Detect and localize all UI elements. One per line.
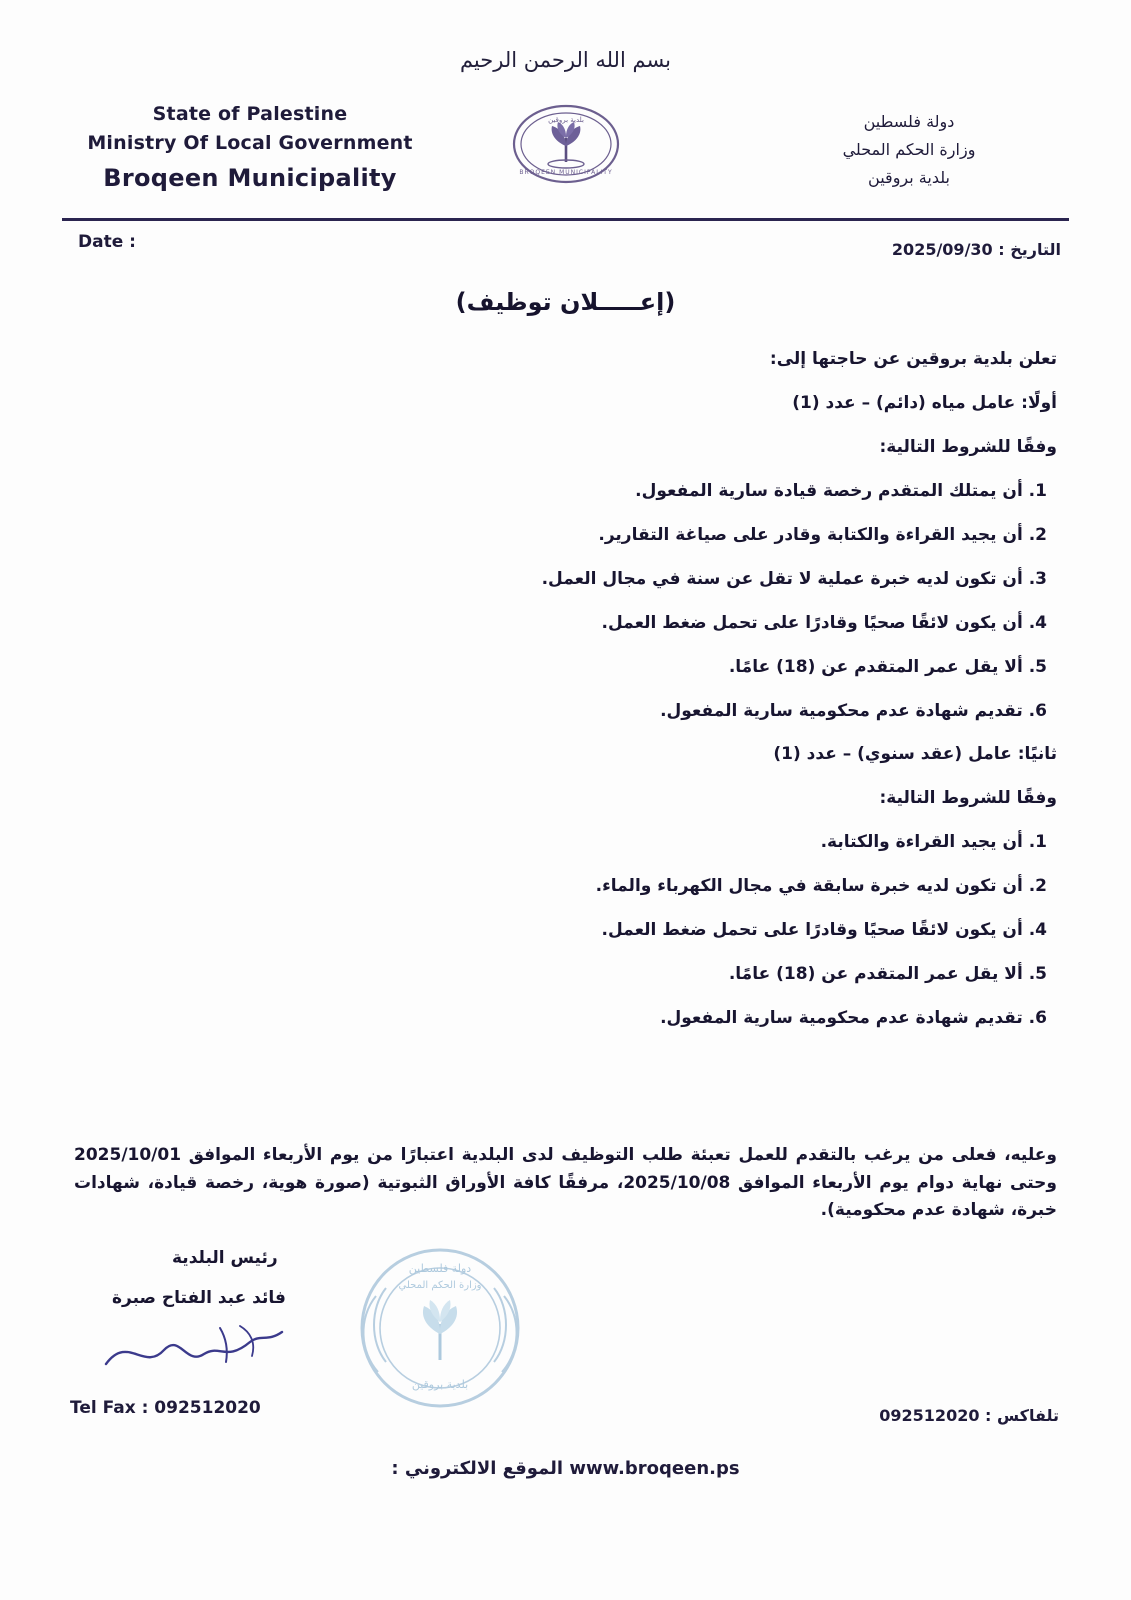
section-1-item-3: 3. أن تكون لديه خبرة عملية لا تقل عن سنة في مجال العمل. [541,568,1047,589]
official-seal-stamp-icon [340,1236,540,1426]
section-2-item-2: 2. أن تكون لديه خبرة سابقة في مجال الكهرباء والماء. [595,876,1047,897]
section-1-item-2: 2. أن يجيد القراءة والكتابة وقادر على صياغة التقارير. [598,524,1047,545]
footer-website-label: الموقع الالكتروني : [391,1458,564,1479]
basmala-text: بسم الله الرحمن الرحيم [459,48,672,72]
document-body [74,348,1057,1051]
footer-telephone-value: 092512020 [879,1406,980,1425]
footer-telephone-arabic [879,1406,1059,1425]
municipality-logo-icon [502,96,630,192]
date-arabic [892,240,1061,259]
section-1-item-1: 1. أن يمتلك المتقدم رخصة قيادة سارية المفعول. [635,480,1047,501]
header-divider [62,218,1069,221]
date-label-english: Date : [78,232,136,252]
svg-text:وزارة الحكم المحلي: وزارة الحكم المحلي [398,1280,482,1291]
header-english [70,100,430,196]
header-arabic-line1: دولة فلسطين [863,112,955,131]
footer-telephone-label: تلفاكس : [985,1406,1059,1425]
date-label-arabic: التاريخ : [998,240,1061,259]
date-value: 2025/09/30 [891,240,993,259]
signature-name: فائد عبد الفتاح صبرة [112,1288,286,1308]
footer-telephone-english: Tel Fax : 092512020 [70,1398,261,1418]
signature-title: رئيس البلدية [172,1248,278,1268]
header-arabic-line2: وزارة الحكم المحلي [842,140,976,159]
svg-text:دولة فلسطين: دولة فلسطين [408,1262,472,1275]
svg-text:BROQEEN MUNICIPALITY: BROQEEN MUNICIPALITY [518,169,613,176]
header-arabic-line3: بلدية بروقين [868,168,950,187]
header-english-line1: State of Palestine [152,103,348,125]
section-1-heading: أولًا: عامل مياه (دائم) – عدد (1) [792,392,1057,413]
section-2-subheading: وفقًا للشروط التالية: [879,788,1057,809]
closing-paragraph: وعليه، فعلى من يرغب بالتقدم للعمل تعبئة طلب التوظيف لدى البلدية اعتبارًا من يوم الأربعاء الموافق 2025/10/01 وحتى نهاية دوام يوم الأربعاء الموافق 2025/10/08، مرفقًا كافة الأوراق الثبوتية (صورة هوية، رخصة قيادة، شهادات خبرة، شهادة عدم محكومية). [74,1145,1057,1221]
section-1-subheading: وفقًا للشروط التالية: [879,436,1057,457]
page-title: (إعـــــلان توظيف) [455,288,676,316]
section-2-item-3: 4. أن يكون لائقًا صحيًا وقادرًا على تحمل ضغط العمل. [601,920,1047,941]
header-arabic [759,108,1059,192]
section-2-item-5: 6. تقديم شهادة عدم محكومية سارية المفعول. [660,1008,1047,1029]
svg-text:بلدية بروقين: بلدية بروقين [411,1378,469,1391]
intro-paragraph: تعلن بلدية بروقين عن حاجتها إلى: [769,349,1057,369]
handwritten-signature-icon [100,1320,290,1380]
svg-text:بلدية بروقين: بلدية بروقين [547,116,584,124]
section-1-item-4: 4. أن يكون لائقًا صحيًا وقادرًا على تحمل ضغط العمل. [601,612,1047,633]
section-2-heading: ثانيًا: عامل (عقد سنوي) – عدد (1) [773,744,1057,765]
section-1-item-6: 6. تقديم شهادة عدم محكومية سارية المفعول. [660,700,1047,721]
footer-website-url[interactable]: www.broqeen.ps [569,1458,740,1479]
section-1-item-5: 5. ألا يقل عمر المتقدم عن (18) عامًا. [728,656,1047,677]
section-2-item-4: 5. ألا يقل عمر المتقدم عن (18) عامًا. [728,964,1047,985]
header-english-line3: Broqeen Municipality [103,164,397,192]
header-english-line2: Ministry Of Local Government [87,131,413,154]
footer-website [0,1458,1131,1479]
section-2-item-1: 1. أن يجيد القراءة والكتابة. [820,832,1047,853]
